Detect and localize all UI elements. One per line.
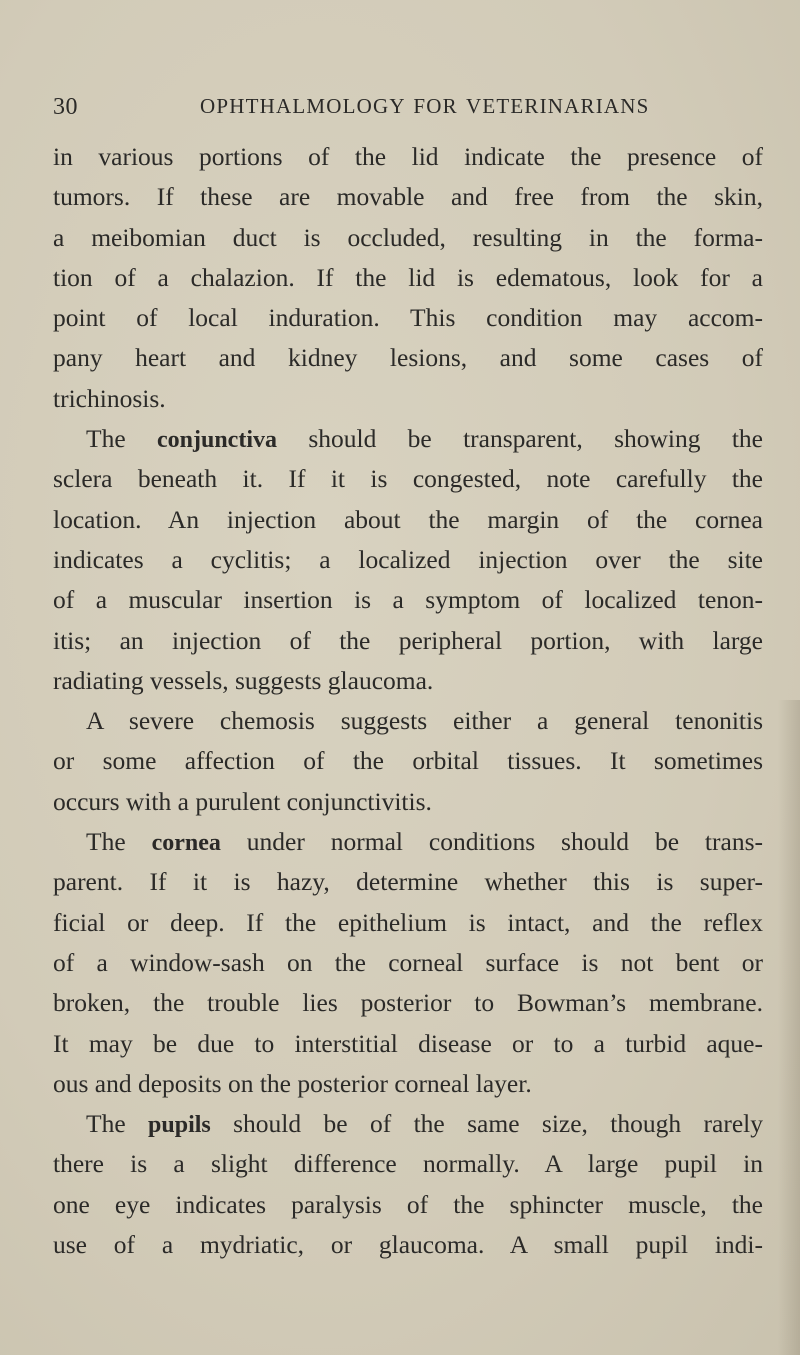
text-line: broken, the trouble lies posterior to Bowman’s membrane. [53,988,763,1018]
text-line: It may be due to interstitial disease or to a turbid aque- [53,1028,763,1058]
text-line: of a muscular insertion is a symptom of localized tenon- [53,585,763,615]
keyword-pupils: pupils [148,1112,211,1139]
text-line: itis; an injection of the peripheral portion, with large [53,625,763,655]
paragraph-start-line [53,419,763,459]
text-line: there is a slight difference normally. A large pupil in [53,1149,763,1179]
line-rest: under normal conditions should be trans- [220,827,763,857]
text-line: sclera beneath it. If it is congested, note carefully the [53,464,763,494]
text-line: pany heart and kidney lesions, and some cases of [53,343,763,373]
paragraph-start-line [53,1104,763,1144]
paragraph-start-line [53,822,763,862]
running-title: OPHTHALMOLOGY FOR VETERINARIANS [200,94,650,118]
running-head [53,94,753,128]
text-line: parent. If it is hazy, determine whether this is super- [53,867,763,897]
text-line: tion of a chalazion. If the lid is edematous, look for a [53,262,763,292]
text-line: indicates a cyclitis; a localized injection over the site [53,544,763,574]
text-line: radiating vessels, suggests glaucoma. [53,665,434,695]
text-line: one eye indicates paralysis of the sphincter muscle, the [53,1189,763,1219]
page-number: 30 [53,94,78,120]
line-lead: The [86,424,157,454]
text-line: ficial or deep. If the epithelium is intact, and the reflex [53,907,763,937]
text-line: of a window-sash on the corneal surface is not bent or [53,947,763,977]
text-line: occurs with a purulent conjunctivitis. [53,786,432,816]
keyword-cornea: cornea [151,830,221,857]
line-lead: The [86,1109,149,1139]
page-edge-shadow [778,700,800,1355]
text-line: in various portions of the lid indicate the presence of [53,142,763,171]
text-line: or some affection of the orbital tissues. It sometimes [53,746,763,776]
text-line: tumors. If these are movable and free from the skin, [53,182,763,212]
body-text [53,137,763,1265]
text-line: a meibomian duct is occluded, resulting in the forma- [53,222,763,252]
text-line: ous and deposits on the posterior corneal layer. [53,1068,532,1098]
text-line: location. An injection about the margin of the cornea [53,504,763,534]
text-line: point of local induration. This condition may accom- [53,303,763,333]
line-rest: should be transparent, showing the [276,424,763,454]
paragraph-start-line: A severe chemosis suggests either a general tenonitis [86,706,763,736]
text-line: use of a mydriatic, or glaucoma. A small pupil indi- [53,1230,763,1260]
line-rest: should be of the same size, though rarely [210,1109,763,1139]
line-lead: The [86,827,152,857]
keyword-conjunctiva: conjunctiva [156,427,277,454]
text-line: trichinosis. [53,383,166,413]
